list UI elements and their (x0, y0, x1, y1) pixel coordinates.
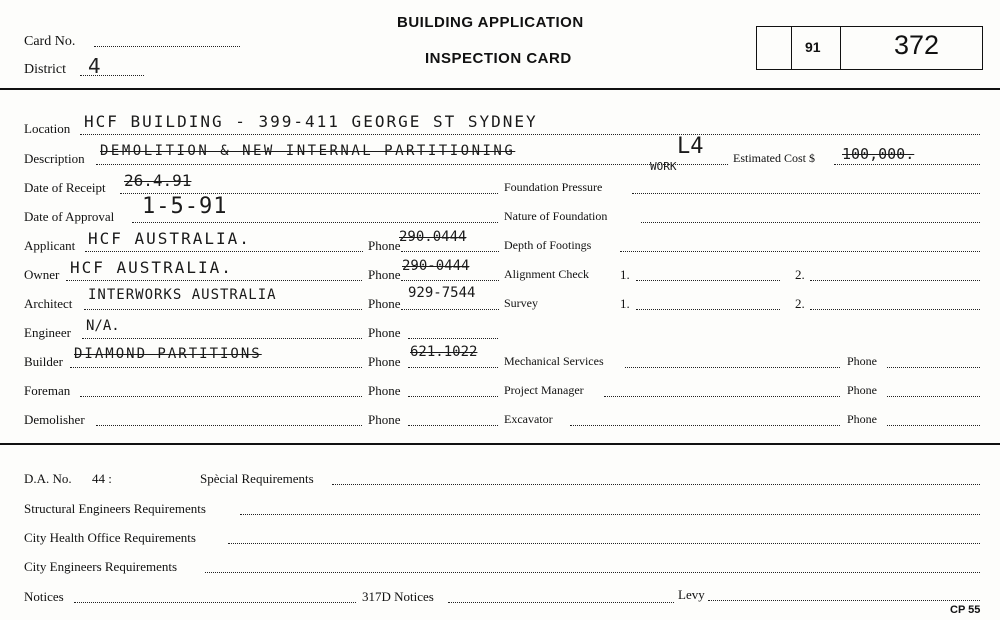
levy-label: Levy (678, 587, 705, 602)
card-year-box (790, 26, 841, 70)
nature-of-foundation-label: Nature of Foundation (504, 209, 608, 223)
da-no-label: D.A. No. (24, 471, 72, 486)
location-line (80, 134, 980, 135)
alignment-check-1-label: 1. (620, 267, 630, 282)
form-title-line2: INSPECTION CARD (425, 50, 572, 67)
card-number: 372 (894, 30, 940, 60)
mechanical-services-line (625, 367, 840, 368)
engineer-label: Engineer (24, 325, 71, 340)
form-code: CP 55 (950, 604, 981, 616)
applicant-phone-line (401, 251, 499, 252)
mechanical-services-phone-label: Phone (847, 354, 877, 368)
date-of-receipt-label: Date of Receipt (24, 180, 106, 195)
engineer-value: N/A. (86, 318, 120, 334)
excavator-phone-label: Phone (847, 412, 877, 426)
card-no-label: Card No. (24, 34, 76, 49)
owner-phone-label: Phone (368, 267, 401, 282)
builder-phone: 621.1022 (410, 344, 478, 360)
project-manager-phone-line (887, 396, 980, 397)
architect-phone: 929-7544 (408, 285, 476, 301)
date-of-receipt-value: 26.4.91 (124, 171, 192, 190)
card-number-box (840, 26, 983, 70)
foreman-phone-line (408, 396, 498, 397)
applicant-line (85, 251, 363, 252)
description-line (96, 164, 728, 165)
district-value: 4 (88, 54, 101, 78)
demolisher-phone-line (408, 425, 498, 426)
notices-317d-line (448, 602, 674, 603)
structural-requirements-label: Structural Engineers Requirements (24, 501, 206, 516)
owner-phone: 290-0444 (402, 258, 470, 274)
special-requirements-line (332, 484, 980, 485)
levy-line (708, 600, 980, 601)
city-engineers-requirements-line (205, 572, 980, 573)
demolisher-line (96, 425, 362, 426)
builder-phone-line (408, 367, 498, 368)
mechanical-services-label: Mechanical Services (504, 354, 604, 368)
alignment-check-2-line (810, 280, 980, 281)
builder-line (70, 367, 362, 368)
foreman-label: Foreman (24, 383, 71, 398)
requirements-divider (0, 443, 1000, 445)
architect-phone-line (401, 309, 499, 310)
foundation-pressure-label: Foundation Pressure (504, 180, 603, 194)
description-value: DEMOLITION & NEW INTERNAL PARTITIONING (100, 143, 516, 159)
engineer-phone-label: Phone (368, 325, 401, 340)
card-number-box-blank (756, 26, 792, 70)
nature-of-foundation-line (641, 222, 980, 223)
date-of-approval-line (132, 222, 498, 223)
survey-1-line (636, 309, 780, 310)
location-value: HCF BUILDING - 399-411 GEORGE ST SYDNEY (84, 112, 538, 131)
excavator-line (570, 425, 840, 426)
header-divider (0, 88, 1000, 90)
structural-requirements-line (240, 514, 980, 515)
survey-2-label: 2. (795, 296, 805, 311)
builder-label: Builder (24, 354, 63, 369)
depth-of-footings-line (620, 251, 980, 252)
excavator-phone-line (887, 425, 980, 426)
survey-1-label: 1. (620, 296, 630, 311)
estimated-cost-value: 100,000. (842, 145, 915, 163)
architect-phone-label: Phone (368, 296, 401, 311)
builder-value: DIAMOND PARTITIONS (74, 346, 262, 362)
date-of-approval-value: 1-5-91 (142, 194, 228, 219)
project-manager-line (604, 396, 840, 397)
depth-of-footings-label: Depth of Footings (504, 238, 592, 252)
architect-value: INTERWORKS AUSTRALIA (88, 287, 277, 303)
da-no-value: 44 : (92, 471, 112, 486)
form-title-line1: BUILDING APPLICATION (397, 14, 584, 31)
mechanical-services-phone-line (887, 367, 980, 368)
project-manager-label: Project Manager (504, 383, 584, 397)
alignment-check-1-line (636, 280, 780, 281)
alignment-check-2-label: 2. (795, 267, 805, 282)
notices-line (74, 602, 356, 603)
owner-phone-line (401, 280, 499, 281)
estimated-cost-label: Estimated Cost $ (733, 151, 815, 165)
card-year: 91 (805, 39, 821, 55)
health-requirements-line (228, 543, 980, 544)
description-annotation: L4 (677, 134, 704, 159)
district-label: District (24, 62, 66, 77)
applicant-label: Applicant (24, 238, 76, 253)
builder-phone-label: Phone (368, 354, 401, 369)
demolisher-phone-label: Phone (368, 412, 401, 427)
engineer-phone-line (408, 338, 498, 339)
architect-label: Architect (24, 296, 73, 311)
location-label: Location (24, 121, 71, 136)
notices-317d-label: 317D Notices (362, 589, 434, 604)
survey-2-line (810, 309, 980, 310)
owner-line (66, 280, 362, 281)
card-no-line (94, 46, 240, 47)
description-label: Description (24, 151, 85, 166)
foundation-pressure-line (632, 193, 980, 194)
applicant-value: HCF AUSTRALIA. (88, 229, 251, 248)
health-requirements-label: City Health Office Requirements (24, 530, 196, 545)
excavator-label: Excavator (504, 412, 553, 426)
notices-label: Notices (24, 589, 64, 604)
foreman-line (80, 396, 362, 397)
demolisher-label: Demolisher (24, 412, 85, 427)
applicant-phone: 290.0444 (399, 229, 467, 245)
city-engineers-requirements-label: City Engineers Requirements (24, 559, 178, 574)
owner-value: HCF AUSTRALIA. (70, 258, 233, 277)
applicant-phone-label: Phone (368, 238, 401, 253)
alignment-check-label: Alignment Check (504, 267, 589, 281)
architect-line (84, 309, 362, 310)
owner-label: Owner (24, 267, 60, 282)
engineer-line (82, 338, 362, 339)
foreman-phone-label: Phone (368, 383, 401, 398)
estimated-cost-line (834, 164, 980, 165)
project-manager-phone-label: Phone (847, 383, 877, 397)
special-requirements-label: Spècial Requirements (200, 471, 314, 486)
description-annotation-work: WORK (650, 160, 677, 173)
date-of-approval-label: Date of Approval (24, 209, 115, 224)
survey-label: Survey (504, 296, 538, 310)
